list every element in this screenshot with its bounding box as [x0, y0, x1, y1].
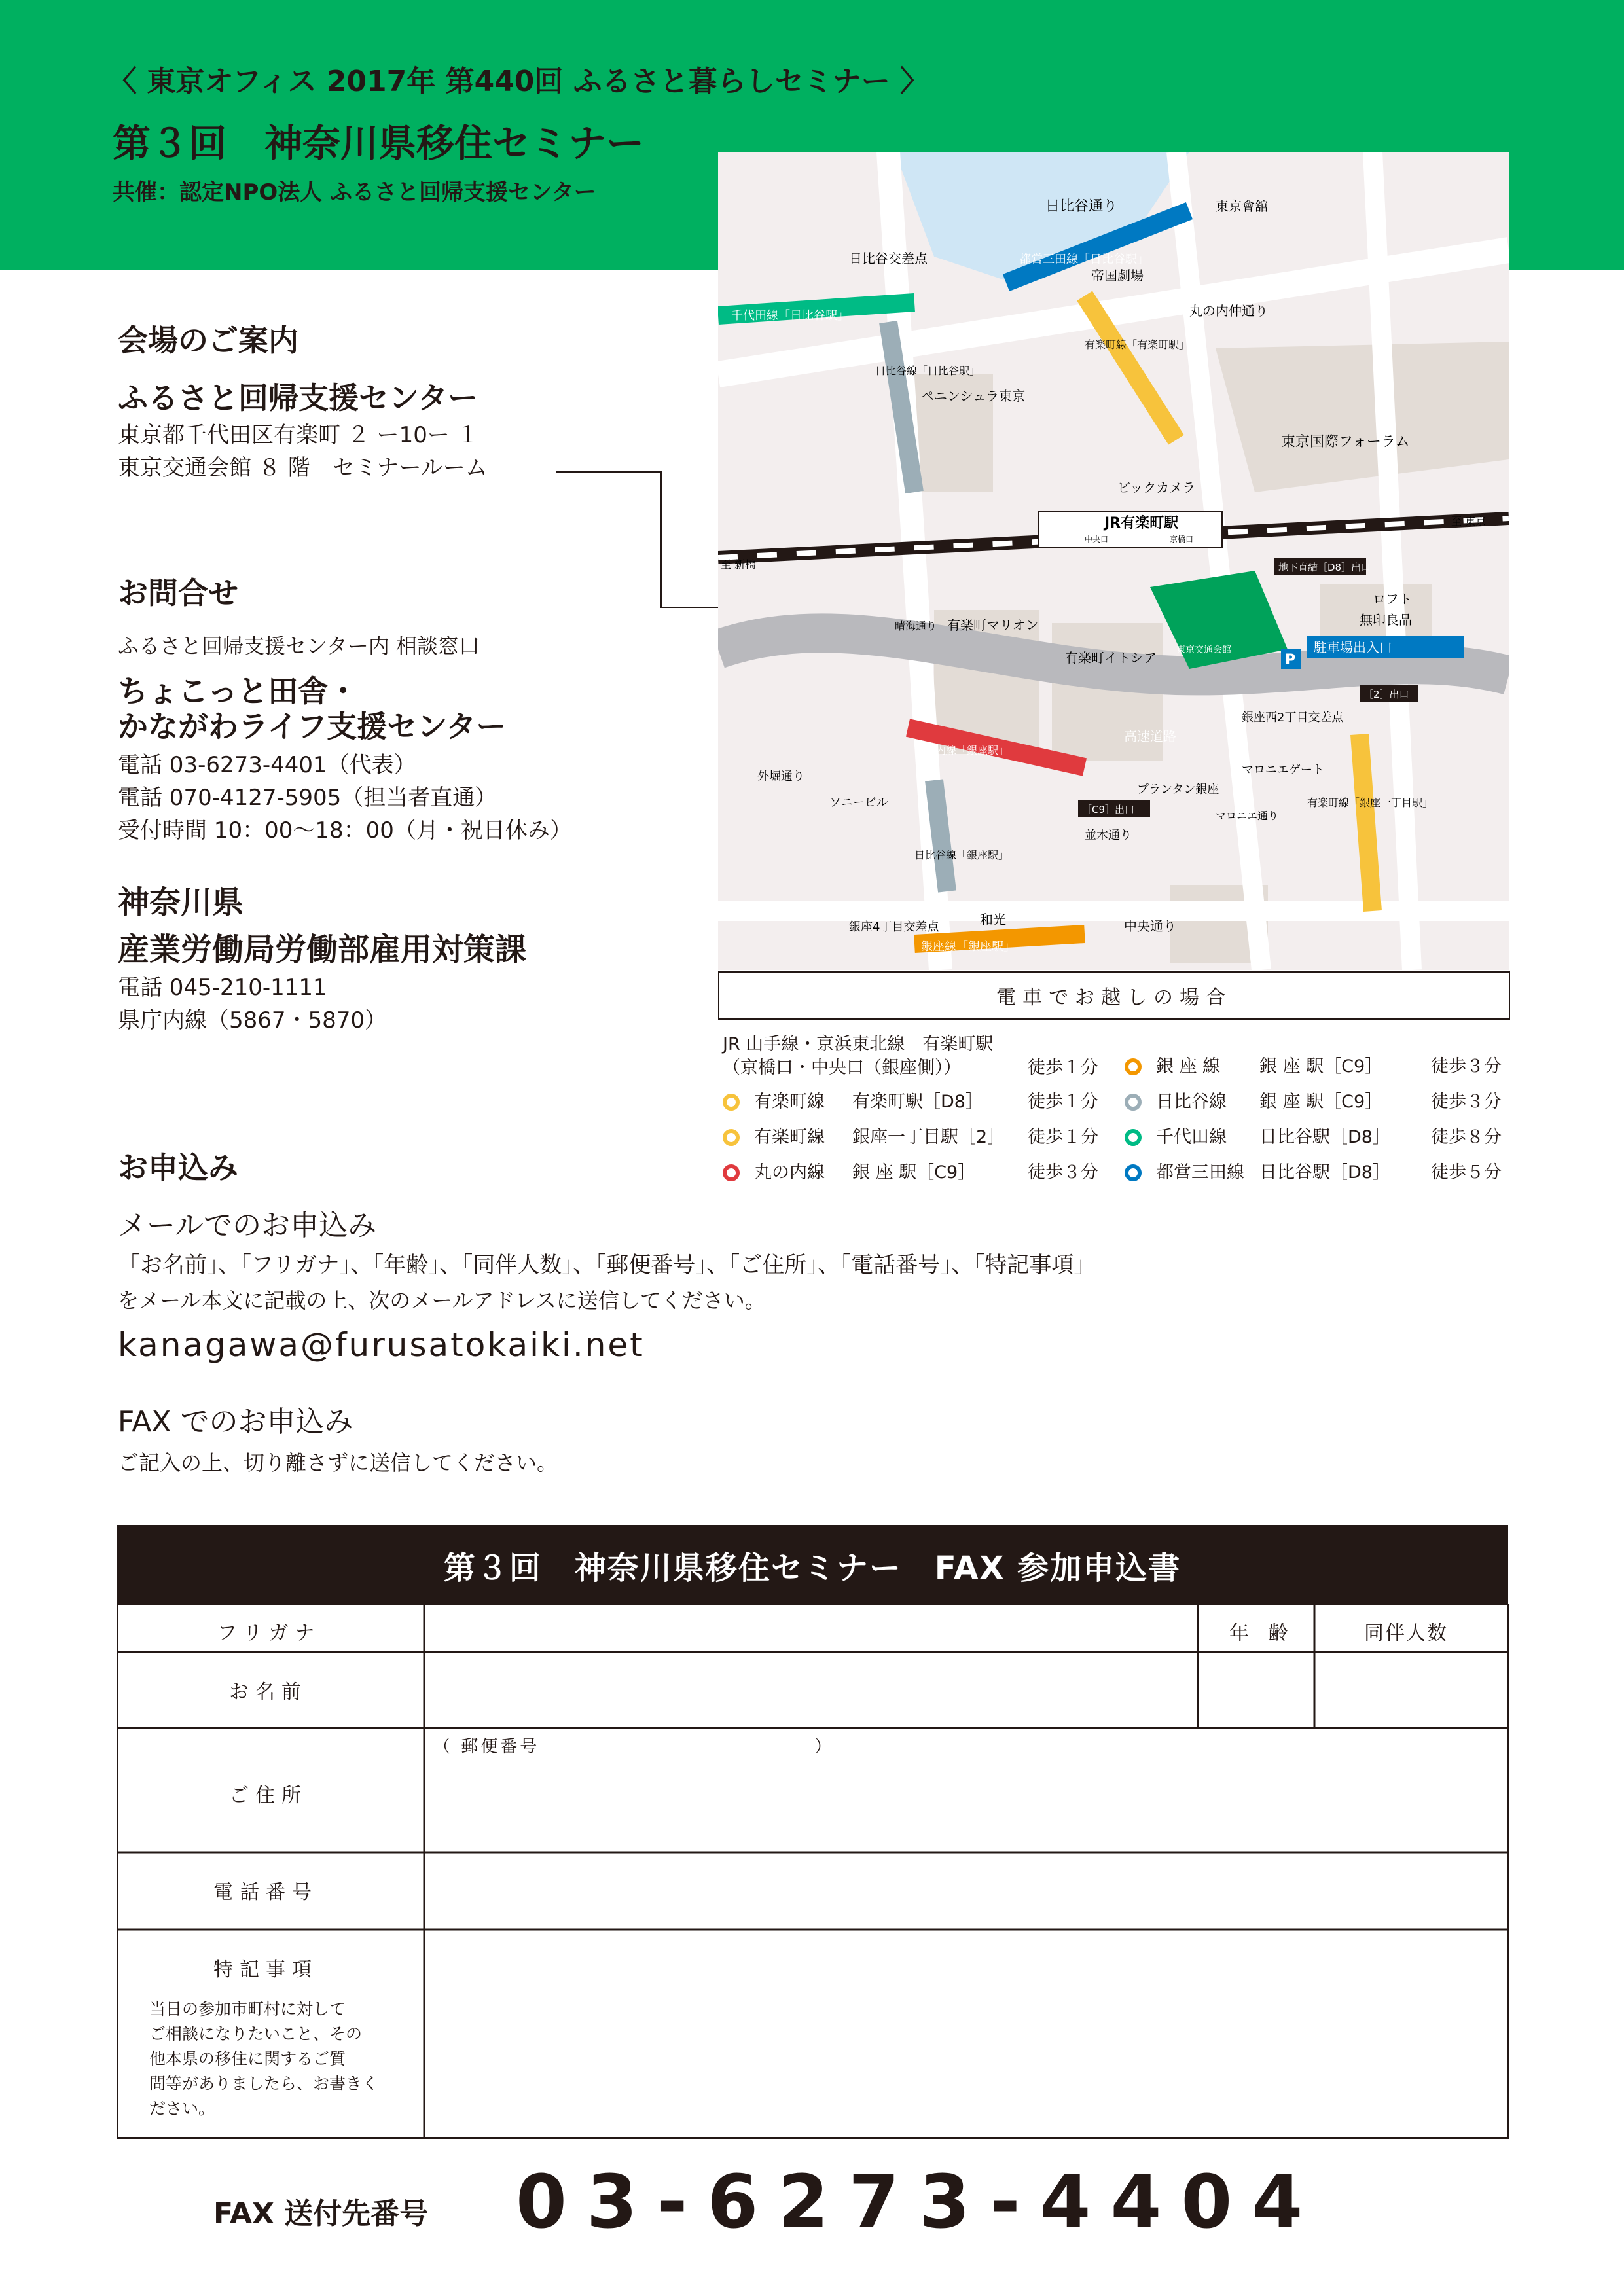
postal-code-label: （ 郵便番号 ）: [433, 1737, 835, 1757]
name-label: お名前: [229, 1681, 308, 1704]
mail-apply-text-2: をメール本文に記載の上、次のメールアドレスに送信してください。: [118, 1288, 766, 1313]
contact-tel-main: 電話 03-6273-4401（代表）: [118, 752, 416, 778]
map-label-hibiya-left: 日比谷線「日比谷駅」: [875, 365, 981, 377]
access-walk: 徒歩３分: [1028, 1162, 1098, 1183]
map-label-printemps: プランタン銀座: [1137, 783, 1219, 797]
access-line: 千代田線: [1156, 1127, 1227, 1147]
age-label: 年 齢: [1229, 1622, 1295, 1645]
map-label-sotobori: 外堀通り: [757, 770, 804, 783]
venue-room: 東京交通会館 ８ 階 セミナールーム: [118, 455, 488, 481]
furigana-field[interactable]: [427, 1607, 1196, 1650]
map-label-chiyoda: 千代田線「日比谷駅」: [731, 309, 849, 323]
access-map: [718, 152, 1509, 970]
pref-ext: 県庁内線（5867・5870）: [118, 1007, 388, 1033]
access-walk: 徒歩３分: [1431, 1092, 1502, 1112]
map-label-namiki: 並木通り: [1085, 829, 1132, 842]
notes-desc-line: ださい。: [149, 2099, 215, 2118]
phone-field[interactable]: [427, 1855, 1507, 1927]
marunouchi-road: [1176, 152, 1261, 970]
page-title: 第３回 神奈川県移住セミナー: [113, 121, 645, 166]
map-label-muji: 無印良品: [1360, 612, 1412, 628]
map-label-exit-c9: ［C9］出口: [1082, 804, 1135, 816]
access-walk: 徒歩１分: [1028, 1127, 1098, 1147]
mail-apply-heading: メールでのお申込み: [118, 1209, 377, 1242]
contact-heading: お問合せ: [118, 575, 238, 611]
seminar-series: 〈 東京オフィス 2017年 第440回 ふるさと暮らしセミナー 〉: [108, 65, 929, 98]
map-label-wako: 和光: [980, 912, 1006, 927]
access-walk: 徒歩８分: [1431, 1127, 1502, 1147]
contact-hours: 受付時間 10：00〜18：00（月・祝日休み）: [118, 817, 572, 844]
map-label-hibiya-crossing: 日比谷交差点: [849, 251, 928, 266]
access-walk: 徒歩５分: [1431, 1162, 1502, 1183]
notes-desc-line: 問等がありましたら、お書きく: [149, 2074, 379, 2093]
notes-desc-line: ご相談になりたいこと、その: [149, 2024, 363, 2043]
line-color-icon: [723, 1094, 740, 1111]
map-label-to-shinbashi: 至 新橋: [721, 558, 756, 571]
access-station: 銀 座 駅［C9］: [1259, 1056, 1383, 1077]
map-label-harumi: 晴海通り: [895, 620, 937, 632]
map-label-sony: ソニービル: [829, 796, 888, 810]
pref-department: 産業労働局労働部雇用対策課: [118, 931, 527, 968]
line-color-icon: [723, 1164, 740, 1181]
line-color-icon: [1125, 1058, 1142, 1075]
map-label-ginza2-crossing: 銀座西2丁目交差点: [1242, 711, 1344, 725]
phone-label: 電話番号: [213, 1881, 318, 1904]
map-label-itocia: 有楽町イトシア: [1065, 650, 1157, 666]
access-line: 有楽町線: [754, 1127, 825, 1147]
line-color-icon: [723, 1129, 740, 1146]
venue-address: 東京都千代田区有楽町 ２ ー10ー １: [118, 422, 479, 448]
access-jr-line1: JR 山手線・京浜東北線 有楽町駅: [723, 1034, 994, 1054]
yurakucho-band-ginza: [1360, 734, 1373, 911]
notes-desc-line: 他本県の移住に関するご質: [149, 2049, 346, 2068]
access-station: 有楽町駅［D8］: [852, 1092, 983, 1112]
map-label-venue: 東京交通会館: [1176, 645, 1231, 655]
map-label-bic: ビックカメラ: [1117, 480, 1196, 495]
access-jr-walk: 徒歩１分: [1028, 1058, 1098, 1078]
companions-field[interactable]: [1317, 1655, 1506, 1725]
map-label-to-tokyo: 至 東京: [1451, 515, 1487, 528]
address-field[interactable]: [427, 1761, 1507, 1848]
companions-label: 同伴人数: [1364, 1622, 1448, 1645]
map-label-marunouchi-line: 丸の内線「銀座駅」: [914, 744, 1009, 757]
map-label-peninsula: ペニンシュラ東京: [921, 388, 1026, 404]
line-color-icon: [1125, 1094, 1142, 1111]
pref-name: 神奈川県: [118, 884, 244, 921]
line-color-icon: [1125, 1129, 1142, 1146]
contact-tel-direct: 電話 070-4127-5905（担当者直通）: [118, 785, 497, 811]
address-label: ご住所: [229, 1784, 308, 1807]
notes-label: 特記事項: [213, 1958, 318, 1981]
map-label-yurakucho-top: 有楽町線「有楽町駅」: [1085, 338, 1190, 351]
access-heading: 電車でお越しの場合: [718, 971, 1510, 1020]
access-walk: 徒歩３分: [1431, 1056, 1502, 1077]
access-station: 銀 座 駅［C9］: [1259, 1092, 1383, 1112]
contact-org-line1: ちょこっと田舎・: [118, 673, 359, 709]
map-label-parking: 駐車場出入口: [1314, 639, 1392, 655]
pref-tel: 電話 045-210-1111: [118, 975, 327, 1001]
mail-apply-text-1: 「お名前」、「フリガナ」、「年齢」、「同伴人数」、「郵便番号」、「ご住所」、「電話番号」、「特記事項」: [118, 1252, 1096, 1278]
map-label-hibiya-ginza: 日比谷線「銀座駅」: [914, 849, 1009, 861]
access-line: 日比谷線: [1156, 1092, 1227, 1112]
map-label-mita: 都営三田線「日比谷駅」: [1019, 253, 1149, 266]
map-label-loft: ロフト: [1373, 591, 1412, 607]
fax-number-label: FAX 送付先番号: [213, 2197, 429, 2231]
notes-desc-line: 当日の参加市町村に対して: [149, 2000, 346, 2018]
map-label-mullion: 有楽町マリオン: [947, 617, 1039, 633]
access-line: 丸の内線: [754, 1162, 825, 1183]
map-label-ginza4-crossing: 銀座4丁目交差点: [849, 920, 939, 934]
email-address[interactable]: kanagawa@furusatokaiki.net: [118, 1326, 645, 1364]
access-line: 都営三田線: [1156, 1162, 1244, 1183]
forum-block: [1216, 342, 1509, 492]
fax-apply-heading: FAX でのお申込み: [118, 1405, 353, 1439]
access-station: 銀座一丁目駅［2］: [852, 1127, 1005, 1147]
svg-text:P: P: [1285, 652, 1296, 668]
hibiya-band-ginza: [934, 780, 947, 891]
contact-desk: ふるさと回帰支援センター内 相談窓口: [118, 634, 480, 658]
map-label-chuo-dori: 中央通り: [1124, 918, 1176, 934]
age-field[interactable]: [1200, 1655, 1313, 1725]
map-label-teigeki: 帝国劇場: [1091, 268, 1144, 283]
access-station: 日比谷駅［D8］: [1259, 1127, 1390, 1147]
map-label-ginza-line: 銀座線「銀座駅」: [921, 940, 1015, 954]
venue-heading: 会場のご案内: [118, 323, 298, 358]
access-line: 有楽町線: [754, 1092, 825, 1112]
notes-field[interactable]: [427, 1932, 1507, 2135]
furigana-label: フリガナ: [217, 1622, 321, 1645]
map-label-marronnier: マロニエゲート: [1242, 763, 1324, 777]
apply-heading: お申込み: [118, 1150, 238, 1185]
map-label-exit-central: 中央口: [1085, 535, 1109, 544]
access-station: 銀 座 駅［C9］: [852, 1162, 976, 1183]
access-station: 日比谷駅［D8］: [1259, 1162, 1390, 1183]
contact-org-line2: かながわライフ支援センター: [118, 709, 507, 744]
line-color-icon: [1125, 1164, 1142, 1181]
access-jr-line2: （京橋口・中央口（銀座側））: [723, 1058, 962, 1078]
name-field[interactable]: [427, 1655, 1196, 1725]
venue-name: ふるさと回帰支援センター: [118, 380, 478, 416]
access-line: 銀 座 線: [1156, 1056, 1221, 1077]
access-walk: 徒歩１分: [1028, 1092, 1098, 1112]
fax-form-title: 第３回 神奈川県移住セミナー FAX 参加申込書: [117, 1525, 1508, 1605]
fax-apply-text: ご記入の上、切り離さずに送信してください。: [118, 1450, 558, 1475]
map-label-tokyo-kaikan: 東京會舘: [1216, 198, 1268, 214]
map-label-jr-station: JR有楽町駅: [1104, 515, 1179, 531]
map-label-marronnier-dori: マロニエ通り: [1216, 810, 1279, 822]
map-label-marunouchi-dori: 丸の内仲通り: [1189, 303, 1268, 319]
map-label-exit-2: ［2］出口: [1363, 689, 1409, 700]
map-label-expressway: 高速道路: [1124, 728, 1176, 744]
map-label-forum: 東京国際フォーラム: [1281, 434, 1410, 450]
map-label-hibiya-dori: 日比谷通り: [1045, 198, 1118, 215]
map-label-exit-d8: 地下直結［D8］出口: [1278, 562, 1371, 573]
map-label-yurakucho-ginza1: 有楽町線「銀座一丁目駅」: [1307, 797, 1434, 809]
cohost-text: 共催：認定NPO法人 ふるさと回帰支援センター: [113, 179, 596, 206]
map-label-exit-kyobashi: 京橋口: [1170, 535, 1194, 544]
fax-number: 03-6273-4404: [516, 2160, 1323, 2245]
